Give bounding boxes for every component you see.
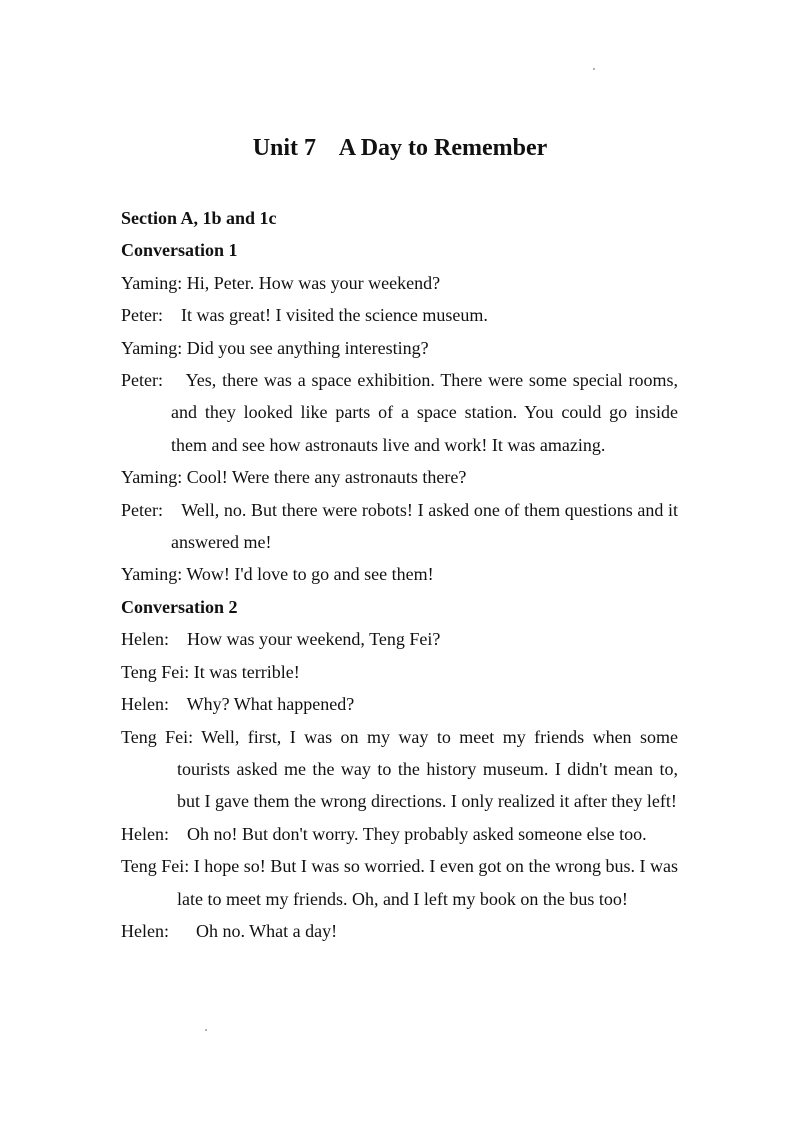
speaker-name: Teng Fei:	[121, 661, 194, 682]
line-text: It was terrible!	[193, 661, 300, 682]
dialogue-line	[121, 494, 678, 559]
speaker-name: Teng Fei:	[121, 856, 194, 877]
scan-mark-top	[593, 68, 595, 70]
line-text: Oh no! But don't worry. They probably asked someone else too.	[186, 823, 647, 844]
dialogue-line	[121, 364, 678, 461]
dialogue-line	[121, 656, 678, 688]
line-text: Hi, Peter. How was your weekend?	[186, 272, 441, 293]
line-text: Well, no. But there were robots! I asked one of them questions and it answered me!	[171, 499, 678, 553]
section-heading: Section A, 1b and 1c	[121, 208, 277, 228]
speaker-name: Helen:	[121, 629, 187, 650]
speaker-name: Yaming:	[121, 337, 187, 358]
speaker-name: Helen:	[121, 920, 196, 941]
dialogue-line	[121, 688, 678, 720]
dialogue-line	[121, 332, 678, 364]
speaker-name: Peter:	[121, 370, 186, 391]
line-text: Well, first, I was on my way to meet my friends when some tourists asked me the way to the history museum. I didn't mean to, but I gave them the wrong directions. I only realized it after they left!	[177, 726, 678, 812]
speaker-name: Peter:	[121, 305, 181, 326]
dialogue-line	[121, 299, 678, 331]
document-body	[121, 202, 678, 947]
speaker-name: Yaming:	[121, 272, 187, 293]
dialogue-line	[121, 818, 678, 850]
conversation-1-heading: Conversation 1	[121, 240, 238, 261]
dialogue-line	[121, 850, 678, 915]
line-text: I hope so! But I was so worried. I even got on the wrong bus. I was late to meet my friends. Oh, and I left my book on the bus too!	[177, 856, 678, 909]
speaker-name: Helen:	[121, 694, 187, 715]
conversation-2-heading: Conversation 2	[121, 596, 238, 617]
dialogue-line	[121, 267, 678, 299]
speaker-name: Teng Fei:	[121, 726, 202, 747]
line-text: Yes, there was a space exhibition. There were some special rooms, and they looked like parts of a space station. You could go inside them and see how astronauts live and work! It was amazing.	[171, 370, 678, 455]
dialogue-line	[121, 558, 678, 590]
speaker-name: Yaming:	[121, 467, 187, 488]
unit-title: Unit 7 A Day to Remember	[252, 135, 548, 161]
speaker-name: Helen:	[121, 823, 187, 844]
dialogue-line	[121, 461, 678, 493]
line-text: How was your weekend, Teng Fei?	[186, 629, 441, 650]
line-text: Oh no. What a day!	[195, 920, 338, 941]
line-text: Cool! Were there any astronauts there?	[186, 467, 467, 488]
dialogue-line	[121, 915, 678, 947]
line-text: It was great! I visited the science museum.	[181, 305, 488, 326]
speaker-name: Peter:	[121, 499, 182, 520]
scan-mark-bottom	[205, 1029, 207, 1031]
line-text: Why? What happened?	[186, 694, 355, 715]
speaker-name: Yaming:	[121, 564, 187, 585]
dialogue-line	[121, 623, 678, 655]
line-text: Wow! I'd love to go and see them!	[186, 564, 434, 585]
dialogue-line	[121, 721, 678, 818]
line-text: Did you see anything interesting?	[186, 337, 429, 358]
